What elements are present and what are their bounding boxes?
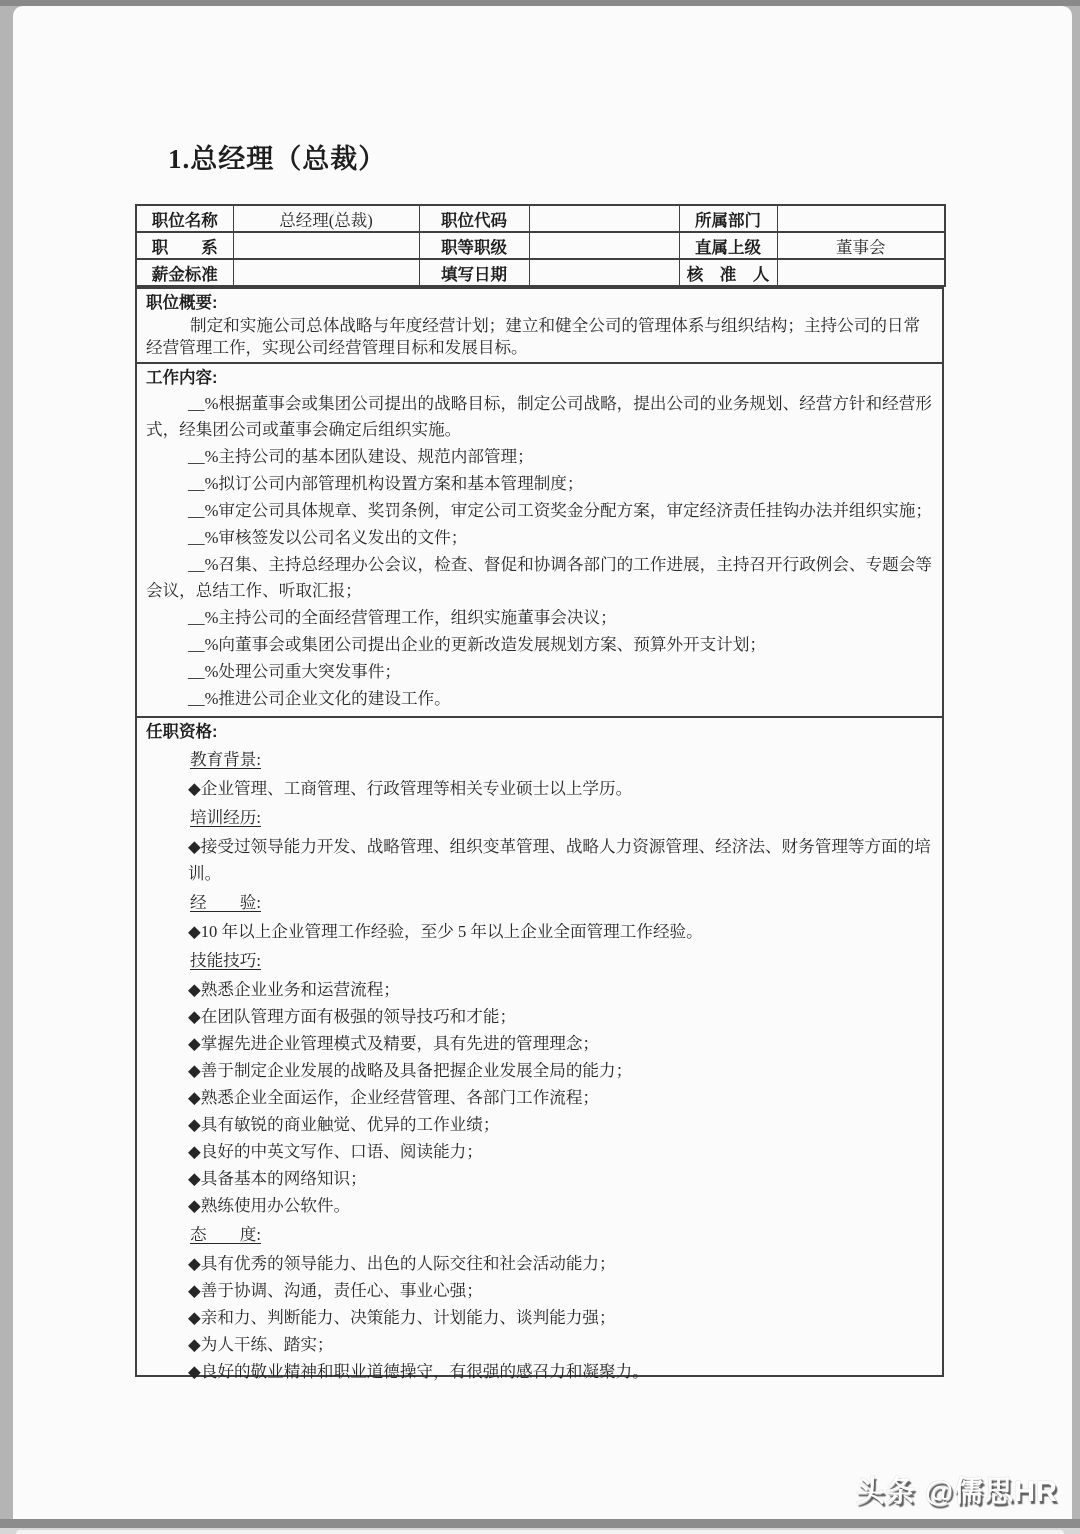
field-label: 职位名称 bbox=[136, 205, 233, 232]
qualification-bullet: ◆善于协调、沟通，责任心、事业心强； bbox=[188, 1281, 483, 1300]
page-separator-band bbox=[0, 1519, 1080, 1528]
qualification-subheading: 教育背景: bbox=[190, 750, 261, 769]
work-item: __%主持公司的全面经营管理工作，组织实施董事会决议； bbox=[188, 608, 617, 627]
qualification-subheading: 经 验: bbox=[190, 893, 261, 912]
document-page bbox=[13, 6, 1072, 1519]
section-work-content bbox=[137, 362, 942, 716]
qualification-bullet: ◆熟悉企业全面运作，企业经营管理、各部门工作流程； bbox=[188, 1088, 600, 1107]
qualification-bullet: ◆接受过领导能力开发、战略管理、组织变革管理、战略人力资源管理、经济法、财务管理等方面的培训。 bbox=[188, 837, 931, 883]
field-label: 职等职级 bbox=[419, 232, 529, 259]
field-label: 职 系 bbox=[136, 232, 233, 259]
qualification-bullet: ◆为人干练、踏实； bbox=[188, 1335, 334, 1354]
field-label: 填写日期 bbox=[419, 259, 529, 286]
header-table-row bbox=[136, 232, 945, 259]
field-value bbox=[529, 205, 679, 232]
content-box bbox=[135, 287, 944, 1381]
field-value: 总经理(总裁) bbox=[233, 205, 419, 232]
field-value bbox=[777, 259, 945, 286]
work-item: __%主持公司的基本团队建设、规范内部管理； bbox=[188, 447, 534, 466]
qualification-bullet: ◆10 年以上企业管理工作经验，至少 5 年以上企业全面管理工作经验。 bbox=[188, 922, 703, 941]
qualification-group-list bbox=[146, 746, 933, 1385]
field-value bbox=[233, 259, 419, 286]
qualification-bullet: ◆掌握先进企业管理模式及精要，具有先进的管理理念； bbox=[188, 1034, 600, 1053]
qualification-bullet: ◆熟练使用办公软件。 bbox=[188, 1196, 351, 1215]
header-table-body bbox=[136, 205, 945, 286]
watermark-text: 头条 @儒思HR bbox=[855, 1476, 1058, 1508]
qualification-bullet: ◆善于制定企业发展的战略及具备把握企业发展全局的能力； bbox=[188, 1061, 633, 1080]
work-item: __%拟订公司内部管理机构设置方案和基本管理制度； bbox=[188, 474, 584, 493]
summary-heading: 职位概要: bbox=[146, 294, 218, 312]
field-value bbox=[529, 259, 679, 286]
work-heading: 工作内容: bbox=[146, 369, 218, 387]
section-summary bbox=[137, 289, 942, 362]
work-item-list bbox=[146, 391, 933, 712]
page-title: 1.总经理（总裁） bbox=[168, 144, 387, 174]
qualification-subheading: 培训经历: bbox=[190, 808, 261, 827]
qualification-bullet: ◆具备基本的网络知识； bbox=[188, 1169, 367, 1188]
job-header-table bbox=[135, 204, 946, 287]
field-label: 核 准 人 bbox=[679, 259, 777, 286]
work-item: __%审核签发以公司名义发出的文件； bbox=[188, 528, 468, 547]
work-item: __%召集、主持总经理办公会议，检查、督促和协调各部门的工作进展，主持召开行政例会、专题会等会议，总结工作、听取汇报； bbox=[146, 555, 932, 600]
header-table-row bbox=[136, 259, 945, 286]
field-value: 董事会 bbox=[777, 232, 945, 259]
field-value bbox=[777, 205, 945, 232]
work-item: __%推进公司企业文化的建设工作。 bbox=[188, 689, 451, 708]
work-item: __%处理公司重大突发事件； bbox=[188, 662, 401, 681]
qualification-bullet: ◆企业管理、工商管理、行政管理等相关专业硕士以上学历。 bbox=[188, 779, 633, 798]
qualification-bullet: ◆良好的中英文写作、口语、阅读能力； bbox=[188, 1142, 483, 1161]
qualification-subheading: 态 度: bbox=[190, 1225, 261, 1244]
field-label: 直属上级 bbox=[679, 232, 777, 259]
field-label: 薪金标准 bbox=[136, 259, 233, 286]
work-item: __%根据董事会或集团公司提出的战略目标，制定公司战略，提出公司的业务规划、经营方针和经营形式，经集团公司或董事会确定后组织实施。 bbox=[146, 394, 932, 439]
field-label: 职位代码 bbox=[419, 205, 529, 232]
qualification-bullet: ◆亲和力、判断能力、决策能力、计划能力、谈判能力强； bbox=[188, 1308, 616, 1327]
qualification-bullet: ◆熟悉企业业务和运营流程； bbox=[188, 980, 400, 999]
qualification-subheading: 技能技巧: bbox=[190, 951, 261, 970]
field-label: 所属部门 bbox=[679, 205, 777, 232]
qualification-bullet: ◆具有优秀的领导能力、出色的人际交往和社会活动能力； bbox=[188, 1254, 616, 1273]
field-value bbox=[529, 232, 679, 259]
header-table-row bbox=[136, 205, 945, 232]
qualification-bullet: ◆在团队管理方面有极强的领导技巧和才能； bbox=[188, 1007, 517, 1026]
work-item: __%审定公司具体规章、奖罚条例，审定公司工资奖金分配方案，审定经济责任挂钩办法并组织实施； bbox=[188, 501, 932, 520]
section-qualifications bbox=[137, 716, 942, 1388]
field-value bbox=[233, 232, 419, 259]
qualifications-heading: 任职资格: bbox=[146, 723, 218, 741]
summary-text: 制定和实施公司总体战略与年度经营计划；建立和健全公司的管理体系与组织结构；主持公司的日常经营管理工作，实现公司经营管理目标和发展目标。 bbox=[146, 316, 921, 357]
qualification-bullet: ◆具有敏锐的商业触觉、优异的工作业绩； bbox=[188, 1115, 500, 1134]
next-page-edge bbox=[16, 1530, 1064, 1534]
qualification-bullet: ◆良好的敬业精神和职业道德操守，有很强的感召力和凝聚力。 bbox=[188, 1362, 649, 1381]
work-item: __%向董事会或集团公司提出企业的更新改造发展规划方案、预算外开支计划； bbox=[188, 635, 767, 654]
